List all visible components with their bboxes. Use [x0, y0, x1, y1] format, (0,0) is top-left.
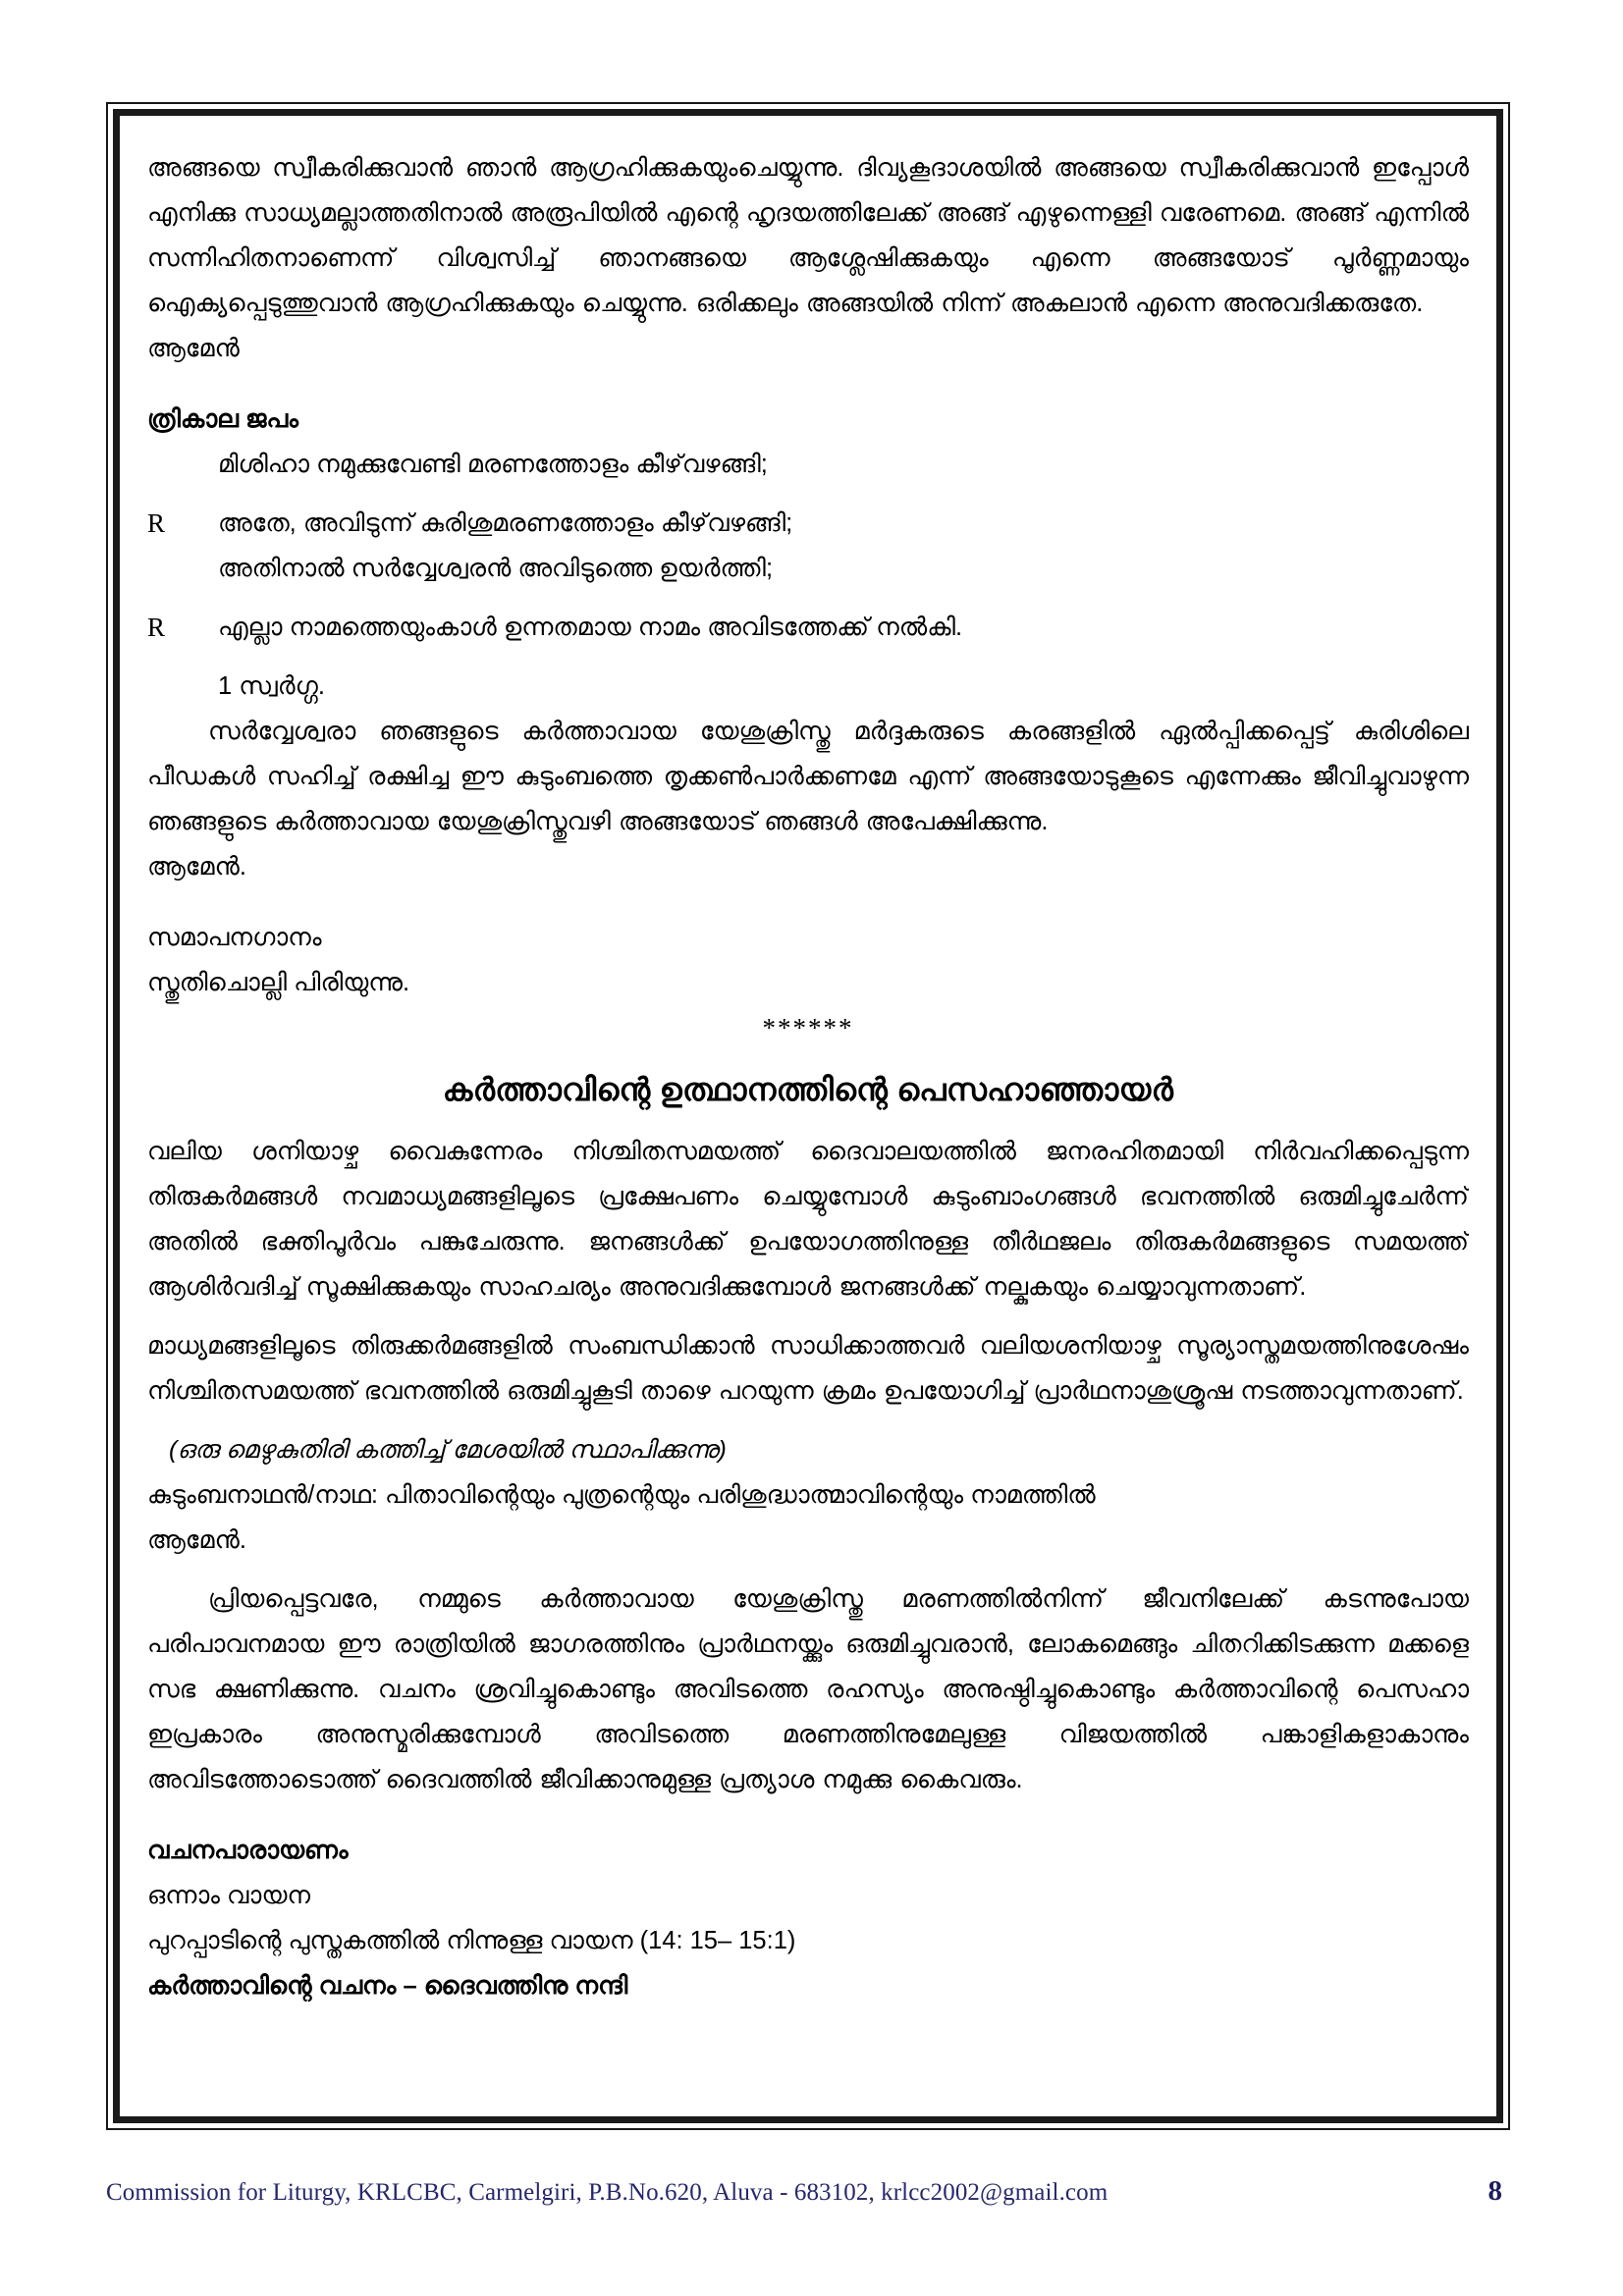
trikala-line-4: [147, 605, 1469, 650]
first-reading-label: ഒന്നാം വായന: [147, 1882, 311, 1909]
trikala-amen: ആമേൻ.: [147, 853, 246, 881]
closing-heading: സമാപനഗാനം: [147, 924, 322, 951]
prayer-top-paragraph: അങ്ങയെ സ്വീകരിക്കുവാൻ ഞാൻ ആഗ്രഹിക്കുകയുംചെയ്യുന്നു. ദിവ്യകൂദാശയിൽ അങ്ങയെ സ്വീകരിക്കുവാൻ ഇപ്പോൾ എനിക്കു സാധ്യമല്ലാത്തതിനാൽ അരൂപിയിൽ എന്റെ ഹൃദയത്തിലേക്ക് അങ്ങ് എഴുന്നെള്ളി വരേണമെ. അങ്ങ് എന്നിൽ സന്നിഹിതനാണെന്ന് വിശ്വസിച്ച് ഞാനങ്ങയെ ആശ്ലേഷിക്കുകയും എന്നെ അങ്ങയോട് പൂർണ്ണമായും ഐക്യപ്പെടുത്തുവാൻ ആഗ്രഹിക്കുകയും ചെയ്യുന്നു. ഒരിക്കലും അങ്ങയിൽ നിന്ന് അകലാൻ എന്നെ അനുവദിക്കരുതേ.: [147, 154, 1469, 317]
main-paragraph-3: പ്രിയപ്പെട്ടവരേ, നമ്മുടെ കർത്താവായ യേശുക്രിസ്തു മരണത്തിൽനിന്ന് ജീവനിലേക്ക് കടന്നുപോയ പരിപാവനമായ ഈ രാത്രിയിൽ ജാഗരത്തിനും പ്രാർഥനയ്ക്കും ഒരുമിച്ചുവരാൻ, ലോകമെങ്ങും ചിതറിക്കിടക്കുന്ന മക്കളെ സഭ ക്ഷണിക്കുന്നു. വചനം ശ്രവിച്ചുകൊണ്ടും അവിടത്തെ രഹസ്യം അനുഷ്ഠിച്ചുകൊണ്ടും കർത്താവിന്റെ പെസഹാ ഇപ്രകാരം അനുസ്മരിക്കുമ്പോൾ അവിടത്തെ മരണത്തിനുമേലുള്ള വിജയത്തിൽ പങ്കാളികളാകാനും അവിടത്തോടൊത്ത് ദൈവത്തിൽ ജീവിക്കാനുമുള്ള പ്രത്യാശ നമുക്കു കൈവരും.: [147, 1585, 1469, 1793]
closing-line: സ്തുതിചൊല്ലി പിരിയുന്നു.: [147, 969, 410, 996]
first-reading-reference: പുറപ്പാടിന്റെ പുസ്തകത്തിൽ നിന്നുള്ള വായന (14: 15– 15:1): [147, 1927, 796, 1954]
page-content: [147, 145, 1469, 2089]
main-section-title: കർത്താവിന്റെ ഉത്ഥാനത്തിന്റെ പെസഹാഞ്ഞായർ: [442, 1072, 1174, 1107]
response-text: എല്ലാ നാമത്തെയുംകാൾ ഉന്നതമായ നാമം അവിടത്തേക്ക് നൽകി.: [218, 614, 963, 641]
trikala-line-2: [147, 501, 1469, 546]
main-paragraph-1: വലിയ ശനിയാഴ്ച വൈകുന്നേരം നിശ്ചിതസമയത്ത് ദൈവാലയത്തിൽ ജനരഹിതമായി നിർവഹിക്കപ്പെടുന്ന തിരുകർമങ്ങൾ നവമാധ്യമങ്ങളിലൂടെ പ്രക്ഷേപണം ചെയ്യുമ്പോൾ കുടുംബാംഗങ്ങൾ ഭവനത്തിൽ ഒരുമിച്ചുചേർന്ന് അതിൽ ഭക്തിപൂർവം പങ്കുചേരുന്നു. ജനങ്ങൾക്ക് ഉപയോഗത്തിനുള്ള തീർഥജലം തിരുകർമങ്ങളുടെ സമയത്ത് ആശിർവദിച്ച് സൂക്ഷിക്കുകയും സാഹചര്യം അനുവദിക്കുമ്പോൾ ജനങ്ങൾക്ക് നല്കുകയും ചെയ്യാവുന്നതാണ്.: [147, 1138, 1469, 1301]
section-divider-asterisks: ******: [762, 1013, 854, 1042]
response-text: അതേ, അവിടുന്ന് കുരിശുമരണത്തോളം കീഴ്‌വഴങ്ങി;: [218, 509, 793, 537]
reading-acclamation: കർത്താവിന്റെ വചനം – ദൈവത്തിനു നന്ദി: [147, 1972, 628, 2000]
trikala-prayer: സർവ്വേശ്വരാ ഞങ്ങളുടെ കർത്താവായ യേശുക്രിസ്തു മർദ്ദകരുടെ കരങ്ങളിൽ ഏൽപ്പിക്കപ്പെട്ട് കുരിശിലെ പീഡകൾ സഹിച്ച് രക്ഷിച്ച ഈ കുടുംബത്തെ തൃക്കൺപാർക്കണമേ എന്ന് അങ്ങയോടുകൂടെ എന്നേക്കും ജീവിച്ചുവാഴുന്ന ഞങ്ങളുടെ കർത്താവായ യേശുക്രിസ്തുവഴി അങ്ങയോട് ഞങ്ങൾ അപേക്ഷിക്കുന്നു.: [147, 718, 1469, 835]
candle-rubric: (ഒരു മെഴുകുതിരി കത്തിച്ച് മേശയിൽ സ്ഥാപിക്കുന്നു): [169, 1436, 727, 1464]
trikala-line-3: [147, 546, 1469, 591]
response-marker: R: [147, 508, 166, 538]
trikala-heading: ത്രികാല ജപം: [147, 405, 298, 433]
trikala-line-1: [147, 442, 1469, 487]
main-paragraph-2: മാധ്യമങ്ങളിലൂടെ തിരുക്കർമങ്ങളിൽ സംബന്ധിക്കാൻ സാധിക്കാത്തവർ വലിയശനിയാഴ്ച സൂര്യാസ്തമയത്തിനുശേഷം നിശ്ചിതസമയത്ത് ഭവനത്തിൽ ഒരുമിച്ചുകൂടി താഴെ പറയുന്ന ക്രമം ഉപയോഗിച്ച് പ്രാർഥനാശുശ്രൂഷ നടത്താവുന്നതാണ്.: [147, 1332, 1469, 1405]
leader-amen: ആമേൻ.: [147, 1526, 246, 1554]
page-number: 8: [1488, 2175, 1502, 2207]
leader-invocation: കുടുംബനാഥൻ/നാഥ: പിതാവിന്റെയും പുത്രന്റെയും പരിശുദ്ധാത്മാവിന്റെയും നാമത്തിൽ: [147, 1481, 1096, 1509]
response-text: മിശിഹാ നമുക്കുവേണ്ടി മരണത്തോളം കീഴ്‌വഴങ്ങി;: [218, 451, 768, 478]
trikala-count-line: 1 സ്വർഗ്ഗ.: [218, 672, 325, 700]
footer-credit-text: Commission for Liturgy, KRLCBC, Carmelgiri, P.B.No.620, Aluva - 683102, krlcc2002@gmail.com: [106, 2179, 1109, 2206]
response-text: അതിനാൽ സർവ്വേശ്വരൻ അവിടുത്തെ ഉയർത്തി;: [218, 555, 774, 582]
response-marker: R: [147, 613, 166, 642]
reading-section-heading: വചനപാരായണം: [147, 1837, 349, 1864]
prayer-top-amen: ആമേൻ: [147, 335, 240, 362]
page-footer: [106, 2175, 1520, 2208]
